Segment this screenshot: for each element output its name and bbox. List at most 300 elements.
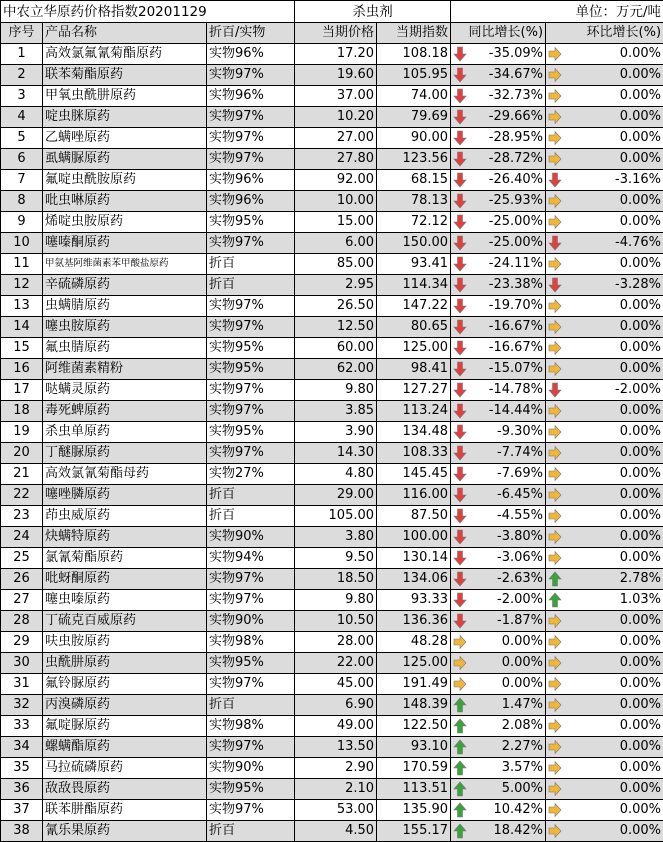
- arrow-up-icon: [453, 802, 467, 818]
- row-number: 17: [1, 380, 43, 401]
- product-name: 甲氨基阿维菌素苯甲酸盐原药: [43, 254, 207, 275]
- table-row: [1, 233, 663, 254]
- mom-change: [546, 443, 663, 464]
- mom-change: [546, 149, 663, 170]
- arrow-down-icon: [453, 508, 467, 524]
- table-row: [1, 401, 663, 422]
- mom-change-value: 0.00%: [548, 317, 661, 337]
- current-index: 145.45: [377, 464, 451, 485]
- arrow-right-icon: [548, 487, 562, 503]
- row-number: 22: [1, 485, 43, 506]
- mom-change-value: -3.28%: [548, 275, 661, 295]
- arrow-down-icon: [453, 151, 467, 167]
- arrow-down-icon: [453, 403, 467, 419]
- current-index: 134.48: [377, 422, 451, 443]
- mom-change: [546, 422, 663, 443]
- product-name: 虫螨腈原药: [43, 296, 207, 317]
- spec: 实物27%: [207, 464, 295, 485]
- arrow-right-icon: [548, 529, 562, 545]
- current-index: 150.00: [377, 233, 451, 254]
- mom-change: [546, 569, 663, 590]
- yoy-change: [451, 653, 546, 674]
- arrow-down-icon: [453, 613, 467, 629]
- product-name: 吡虫啉原药: [43, 191, 207, 212]
- mom-change-value: 0.00%: [548, 44, 661, 64]
- yoy-change-value: -25.00%: [453, 212, 543, 232]
- current-index: 127.27: [377, 380, 451, 401]
- current-price: 10.00: [295, 191, 377, 212]
- current-price: 3.85: [295, 401, 377, 422]
- current-index: 155.17: [377, 821, 451, 842]
- title-row: [1, 1, 663, 23]
- mom-change: [546, 44, 663, 65]
- yoy-change: [451, 737, 546, 758]
- current-price: 29.00: [295, 485, 377, 506]
- arrow-down-icon: [453, 361, 467, 377]
- mom-change: [546, 317, 663, 338]
- yoy-change: [451, 254, 546, 275]
- spec: 实物95%: [207, 653, 295, 674]
- product-name: 氟虫腈原药: [43, 338, 207, 359]
- row-number: 21: [1, 464, 43, 485]
- mom-change-value: 0.00%: [548, 254, 661, 274]
- current-price: 45.00: [295, 674, 377, 695]
- mom-change: [546, 212, 663, 233]
- arrow-right-icon: [548, 151, 562, 167]
- current-price: 2.10: [295, 779, 377, 800]
- yoy-change-value: -29.66%: [453, 107, 543, 127]
- yoy-change-value: 0.00%: [453, 674, 543, 694]
- product-name: 高效氯氟氰菊酯原药: [43, 44, 207, 65]
- row-number: 12: [1, 275, 43, 296]
- product-name: 丙溴磷原药: [43, 695, 207, 716]
- mom-change: [546, 359, 663, 380]
- arrow-down-icon: [453, 340, 467, 356]
- row-number: 19: [1, 422, 43, 443]
- yoy-change-value: -32.73%: [453, 86, 543, 106]
- arrow-down-icon: [453, 319, 467, 335]
- report-title: 中农立华原药价格指数20201129: [1, 1, 295, 23]
- mom-change-value: -2.00%: [548, 380, 661, 400]
- row-number: 38: [1, 821, 43, 842]
- current-index: 87.50: [377, 506, 451, 527]
- arrow-down-icon: [453, 382, 467, 398]
- arrow-down-icon: [453, 235, 467, 251]
- mom-change-value: 0.00%: [548, 128, 661, 148]
- spec: 实物94%: [207, 548, 295, 569]
- yoy-change-value: 0.00%: [453, 653, 543, 673]
- table-row: [1, 548, 663, 569]
- current-price: 6.00: [295, 233, 377, 254]
- arrow-right-icon: [548, 634, 562, 650]
- product-name: 噻嗪酮原药: [43, 233, 207, 254]
- spec: 实物97%: [207, 107, 295, 128]
- arrow-right-icon: [548, 88, 562, 104]
- current-index: 170.59: [377, 758, 451, 779]
- row-number: 30: [1, 653, 43, 674]
- mom-change-value: 0.00%: [548, 527, 661, 547]
- mom-change: [546, 380, 663, 401]
- arrow-right-icon: [548, 403, 562, 419]
- row-number: 8: [1, 191, 43, 212]
- current-index: 90.00: [377, 128, 451, 149]
- product-name: 吡蚜酮原药: [43, 569, 207, 590]
- mom-change: [546, 275, 663, 296]
- product-name: 丁醚脲原药: [43, 443, 207, 464]
- arrow-right-icon: [548, 739, 562, 755]
- mom-change: [546, 548, 663, 569]
- current-index: 48.28: [377, 632, 451, 653]
- current-price: 4.50: [295, 821, 377, 842]
- arrow-right-icon: [548, 67, 562, 83]
- row-number: 9: [1, 212, 43, 233]
- arrow-down-icon: [453, 277, 467, 293]
- arrow-right-icon: [548, 256, 562, 272]
- spec: 折百: [207, 821, 295, 842]
- mom-change-value: 0.00%: [548, 443, 661, 463]
- spec: 折百: [207, 275, 295, 296]
- arrow-down-icon: [453, 67, 467, 83]
- yoy-change-value: -15.07%: [453, 359, 543, 379]
- yoy-change-value: -6.45%: [453, 485, 543, 505]
- arrow-up-icon: [453, 760, 467, 776]
- current-price: 49.00: [295, 716, 377, 737]
- mom-change-value: 0.00%: [548, 737, 661, 757]
- mom-change-value: 0.00%: [548, 548, 661, 568]
- arrow-up-icon: [453, 718, 467, 734]
- product-name: 马拉硫磷原药: [43, 758, 207, 779]
- arrow-right-icon: [548, 613, 562, 629]
- arrow-down-icon: [453, 88, 467, 104]
- yoy-change-value: -9.30%: [453, 422, 543, 442]
- header-no: 序号: [1, 23, 43, 44]
- yoy-change: [451, 359, 546, 380]
- spec: 实物97%: [207, 674, 295, 695]
- current-price: 12.50: [295, 317, 377, 338]
- mom-change: [546, 254, 663, 275]
- yoy-change-value: -16.67%: [453, 338, 543, 358]
- mom-change-value: 0.00%: [548, 674, 661, 694]
- product-name: 啶虫脒原药: [43, 107, 207, 128]
- mom-change: [546, 506, 663, 527]
- current-index: 134.06: [377, 569, 451, 590]
- product-name: 氰乐果原药: [43, 821, 207, 842]
- arrow-right-icon: [548, 802, 562, 818]
- mom-change: [546, 611, 663, 632]
- arrow-down-icon: [453, 130, 467, 146]
- current-index: 130.14: [377, 548, 451, 569]
- arrow-right-icon: [548, 697, 562, 713]
- header-row: [1, 23, 663, 44]
- row-number: 16: [1, 359, 43, 380]
- arrow-right-icon: [548, 655, 562, 671]
- yoy-change: [451, 212, 546, 233]
- yoy-change: [451, 716, 546, 737]
- yoy-change: [451, 800, 546, 821]
- row-number: 26: [1, 569, 43, 590]
- table-row: [1, 527, 663, 548]
- yoy-change: [451, 485, 546, 506]
- arrow-right-icon: [548, 445, 562, 461]
- header-index: 当期指数: [377, 23, 451, 44]
- product-name: 敌敌畏原药: [43, 779, 207, 800]
- current-index: 108.33: [377, 443, 451, 464]
- spec: 实物90%: [207, 527, 295, 548]
- arrow-up-icon: [548, 592, 562, 608]
- yoy-change: [451, 464, 546, 485]
- arrow-down-icon: [453, 571, 467, 587]
- mom-change: [546, 401, 663, 422]
- current-index: 122.50: [377, 716, 451, 737]
- mom-change: [546, 716, 663, 737]
- yoy-change: [451, 149, 546, 170]
- current-price: 2.95: [295, 275, 377, 296]
- row-number: 28: [1, 611, 43, 632]
- table-row: [1, 569, 663, 590]
- mom-change-value: 0.00%: [548, 695, 661, 715]
- mom-change-value: 0.00%: [548, 296, 661, 316]
- current-price: 3.80: [295, 527, 377, 548]
- spec: 实物97%: [207, 317, 295, 338]
- mom-change: [546, 128, 663, 149]
- mom-change-value: 0.00%: [548, 359, 661, 379]
- yoy-change-value: -4.55%: [453, 506, 543, 526]
- current-price: 27.80: [295, 149, 377, 170]
- mom-change: [546, 233, 663, 254]
- spec: 折百: [207, 506, 295, 527]
- current-price: 37.00: [295, 86, 377, 107]
- current-price: 13.50: [295, 737, 377, 758]
- product-name: 噻虫胺原药: [43, 317, 207, 338]
- product-name: 毒死蜱原药: [43, 401, 207, 422]
- current-price: 14.30: [295, 443, 377, 464]
- yoy-change-value: -7.69%: [453, 464, 543, 484]
- product-name: 呋虫胺原药: [43, 632, 207, 653]
- spec: 实物97%: [207, 737, 295, 758]
- yoy-change: [451, 380, 546, 401]
- row-number: 29: [1, 632, 43, 653]
- arrow-down-icon: [453, 46, 467, 62]
- current-price: 10.20: [295, 107, 377, 128]
- mom-change-value: 0.00%: [548, 653, 661, 673]
- yoy-change: [451, 338, 546, 359]
- yoy-change-value: 18.42%: [453, 821, 543, 841]
- spec: 实物97%: [207, 569, 295, 590]
- arrow-right-icon: [548, 508, 562, 524]
- current-price: 4.80: [295, 464, 377, 485]
- current-index: 93.41: [377, 254, 451, 275]
- current-index: 93.33: [377, 590, 451, 611]
- yoy-change-value: -7.74%: [453, 443, 543, 463]
- table-row: [1, 170, 663, 191]
- arrow-right-icon: [453, 676, 467, 692]
- arrow-right-icon: [548, 718, 562, 734]
- current-index: 114.34: [377, 275, 451, 296]
- arrow-right-icon: [548, 130, 562, 146]
- header-price: 当期价格: [295, 23, 377, 44]
- arrow-up-icon: [453, 697, 467, 713]
- current-index: 113.24: [377, 401, 451, 422]
- spec: 实物95%: [207, 338, 295, 359]
- current-index: 78.13: [377, 191, 451, 212]
- product-name: 虫酰肼原药: [43, 653, 207, 674]
- mom-change: [546, 737, 663, 758]
- mom-change: [546, 674, 663, 695]
- yoy-change-value: -35.09%: [453, 44, 543, 64]
- product-name: 甲氧虫酰肼原药: [43, 86, 207, 107]
- row-number: 31: [1, 674, 43, 695]
- spec: 实物95%: [207, 359, 295, 380]
- spec: 实物97%: [207, 590, 295, 611]
- current-price: 28.00: [295, 632, 377, 653]
- current-price: 9.80: [295, 380, 377, 401]
- mom-change-value: 0.00%: [548, 149, 661, 169]
- mom-change: [546, 653, 663, 674]
- table-row: [1, 128, 663, 149]
- row-number: 24: [1, 527, 43, 548]
- yoy-change: [451, 548, 546, 569]
- table-row: [1, 464, 663, 485]
- row-number: 10: [1, 233, 43, 254]
- yoy-change-value: -2.00%: [453, 590, 543, 610]
- current-index: 116.00: [377, 485, 451, 506]
- current-price: 85.00: [295, 254, 377, 275]
- product-name: 高效氯氰菊酯母药: [43, 464, 207, 485]
- yoy-change-value: -19.70%: [453, 296, 543, 316]
- header-mom: 环比增长(%): [546, 23, 663, 44]
- current-price: 6.90: [295, 695, 377, 716]
- current-price: 26.50: [295, 296, 377, 317]
- yoy-change: [451, 422, 546, 443]
- yoy-change-value: -1.87%: [453, 611, 543, 631]
- product-name: 噻虫嗪原药: [43, 590, 207, 611]
- current-price: 15.00: [295, 212, 377, 233]
- spec: 实物95%: [207, 779, 295, 800]
- product-name: 联苯菊酯原药: [43, 65, 207, 86]
- table-row: [1, 653, 663, 674]
- yoy-change: [451, 401, 546, 422]
- product-name: 丁硫克百威原药: [43, 611, 207, 632]
- table-row: [1, 296, 663, 317]
- current-index: 123.56: [377, 149, 451, 170]
- yoy-change-value: 2.27%: [453, 737, 543, 757]
- arrow-down-icon: [453, 256, 467, 272]
- arrow-right-icon: [548, 361, 562, 377]
- header-name: 产品名称: [43, 23, 207, 44]
- arrow-down-icon: [453, 592, 467, 608]
- yoy-change: [451, 317, 546, 338]
- current-index: 68.15: [377, 170, 451, 191]
- yoy-change: [451, 170, 546, 191]
- arrow-up-icon: [548, 571, 562, 587]
- current-index: 108.18: [377, 44, 451, 65]
- arrow-down-icon: [548, 172, 562, 188]
- spec: 实物95%: [207, 212, 295, 233]
- product-name: 氯氰菊酯原药: [43, 548, 207, 569]
- current-index: 136.36: [377, 611, 451, 632]
- arrow-down-icon: [548, 277, 562, 293]
- yoy-change-value: -25.93%: [453, 191, 543, 211]
- arrow-down-icon: [453, 298, 467, 314]
- mom-change-value: 0.00%: [548, 779, 661, 799]
- arrow-down-icon: [453, 172, 467, 188]
- current-index: 100.00: [377, 527, 451, 548]
- spec: 实物97%: [207, 65, 295, 86]
- arrow-right-icon: [453, 634, 467, 650]
- current-index: 125.00: [377, 653, 451, 674]
- table-row: [1, 758, 663, 779]
- arrow-right-icon: [548, 46, 562, 62]
- mom-change-value: 0.00%: [548, 191, 661, 211]
- current-index: 80.65: [377, 317, 451, 338]
- current-price: 105.00: [295, 506, 377, 527]
- row-number: 4: [1, 107, 43, 128]
- row-number: 7: [1, 170, 43, 191]
- spec: 实物96%: [207, 44, 295, 65]
- mom-change-value: 0.00%: [548, 86, 661, 106]
- table-row: [1, 590, 663, 611]
- arrow-down-icon: [453, 550, 467, 566]
- mom-change-value: 0.00%: [548, 401, 661, 421]
- mom-change: [546, 296, 663, 317]
- arrow-right-icon: [548, 781, 562, 797]
- spec: 实物97%: [207, 149, 295, 170]
- product-name: 虱螨脲原药: [43, 149, 207, 170]
- row-number: 37: [1, 800, 43, 821]
- yoy-change-value: -26.40%: [453, 170, 543, 190]
- product-name: 烯啶虫胺原药: [43, 212, 207, 233]
- yoy-change-value: -3.06%: [453, 548, 543, 568]
- arrow-right-icon: [548, 109, 562, 125]
- yoy-change: [451, 44, 546, 65]
- table-row: [1, 65, 663, 86]
- current-index: 105.95: [377, 65, 451, 86]
- mom-change: [546, 821, 663, 842]
- row-number: 6: [1, 149, 43, 170]
- yoy-change-value: -23.38%: [453, 275, 543, 295]
- table-row: [1, 275, 663, 296]
- arrow-right-icon: [548, 319, 562, 335]
- current-index: 98.41: [377, 359, 451, 380]
- current-index: 147.22: [377, 296, 451, 317]
- arrow-up-icon: [453, 781, 467, 797]
- yoy-change: [451, 779, 546, 800]
- current-price: 3.90: [295, 422, 377, 443]
- spec: 实物98%: [207, 716, 295, 737]
- product-name: 炔螨特原药: [43, 527, 207, 548]
- table-row: [1, 86, 663, 107]
- product-name: 辛硫磷原药: [43, 275, 207, 296]
- yoy-change-value: -16.67%: [453, 317, 543, 337]
- current-index: 79.69: [377, 107, 451, 128]
- yoy-change-value: -28.72%: [453, 149, 543, 169]
- current-price: 17.20: [295, 44, 377, 65]
- mom-change: [546, 779, 663, 800]
- spec: 实物96%: [207, 86, 295, 107]
- current-price: 2.90: [295, 758, 377, 779]
- mom-change-value: 0.00%: [548, 632, 661, 652]
- table-row: [1, 716, 663, 737]
- yoy-change: [451, 821, 546, 842]
- mom-change: [546, 170, 663, 191]
- table-row: [1, 254, 663, 275]
- table-row: [1, 338, 663, 359]
- mom-change-value: 1.03%: [548, 590, 661, 610]
- row-number: 1: [1, 44, 43, 65]
- yoy-change-value: -14.44%: [453, 401, 543, 421]
- mom-change-value: 0.00%: [548, 716, 661, 736]
- arrow-up-icon: [453, 823, 467, 839]
